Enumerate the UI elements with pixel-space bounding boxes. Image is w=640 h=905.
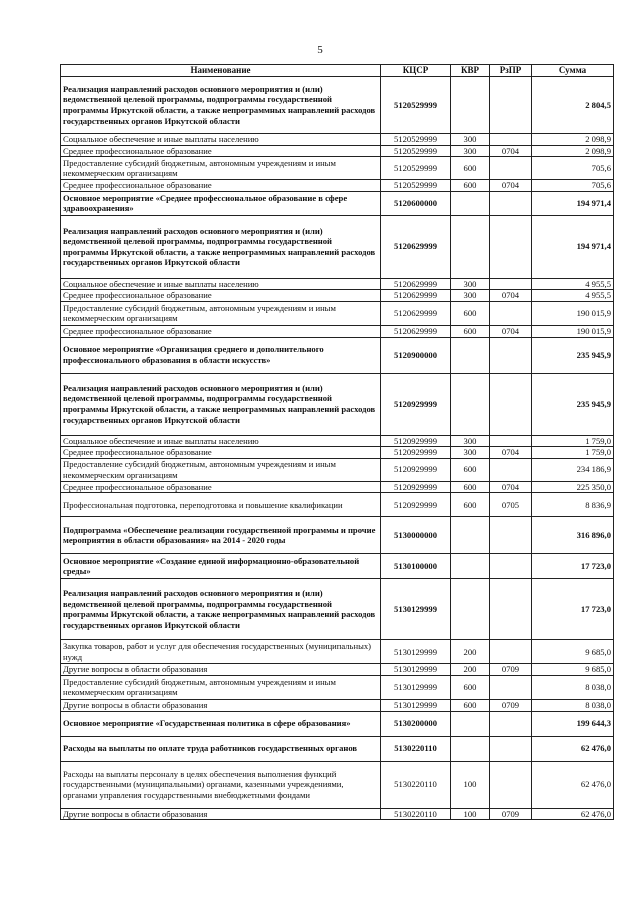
row-kvr: 600	[451, 675, 490, 699]
row-sum: 199 644,3	[532, 711, 614, 736]
row-sum: 4 955,5	[532, 278, 614, 290]
row-kvr: 600	[451, 301, 490, 325]
row-name: Социальное обеспечение и иные выплаты населению	[61, 278, 381, 290]
table-row	[61, 77, 614, 134]
row-name: Основное мероприятие «Создание единой информационно-образовательной среды»	[61, 554, 381, 579]
table-row	[61, 337, 614, 373]
row-name: Основное мероприятие «Среднее профессиональное образование в сфере здравоохранения»	[61, 191, 381, 215]
table-row	[61, 808, 614, 820]
row-rzpr: 0704	[490, 481, 532, 493]
row-kvr	[451, 736, 490, 761]
row-sum: 234 186,9	[532, 458, 614, 481]
row-sum: 62 476,0	[532, 736, 614, 761]
header-rzpr: РзПР	[490, 65, 532, 77]
table-row	[61, 736, 614, 761]
table-row	[61, 290, 614, 302]
row-kvr	[451, 711, 490, 736]
row-kvr: 200	[451, 640, 490, 664]
row-name: Расходы на выплаты по оплате труда работников государственных органов	[61, 736, 381, 761]
table-row	[61, 134, 614, 146]
row-code: 5120929999	[381, 493, 451, 517]
row-code: 5120929999	[381, 447, 451, 459]
header-name: Наименование	[61, 65, 381, 77]
row-name: Профессиональная подготовка, переподготовка и повышение квалификации	[61, 493, 381, 517]
row-rzpr	[490, 215, 532, 278]
row-kvr: 100	[451, 761, 490, 808]
row-rzpr: 0709	[490, 699, 532, 711]
row-kvr: 600	[451, 157, 490, 180]
row-code: 5130000000	[381, 517, 451, 554]
row-kvr: 600	[451, 325, 490, 337]
row-code: 5120900000	[381, 337, 451, 373]
row-name: Другие вопросы в области образования	[61, 699, 381, 711]
table-row	[61, 517, 614, 554]
table-row	[61, 481, 614, 493]
row-name: Другие вопросы в области образования	[61, 664, 381, 676]
row-rzpr	[490, 134, 532, 146]
row-name: Подпрограмма «Обеспечение реализации государственной программы и прочие мероприятия в области образования» на 2014 - 2020 годы	[61, 517, 381, 554]
table-row	[61, 554, 614, 579]
row-rzpr	[490, 579, 532, 640]
row-rzpr	[490, 640, 532, 664]
row-rzpr	[490, 554, 532, 579]
row-sum: 62 476,0	[532, 761, 614, 808]
row-kvr: 600	[451, 493, 490, 517]
row-name: Другие вопросы в области образования	[61, 808, 381, 820]
row-kvr: 600	[451, 481, 490, 493]
row-rzpr	[490, 517, 532, 554]
row-sum: 235 945,9	[532, 373, 614, 435]
row-kvr: 300	[451, 134, 490, 146]
row-name: Предоставление субсидий бюджетным, автономным учреждениям и иным некоммерческим организациям	[61, 157, 381, 180]
row-rzpr: 0704	[490, 290, 532, 302]
table-row	[61, 458, 614, 481]
row-sum: 1 759,0	[532, 447, 614, 459]
row-rzpr: 0704	[490, 145, 532, 157]
row-name: Предоставление субсидий бюджетным, автономным учреждениям и иным некоммерческим организациям	[61, 458, 381, 481]
row-code: 5130129999	[381, 579, 451, 640]
row-sum: 225 350,0	[532, 481, 614, 493]
row-code: 5120929999	[381, 373, 451, 435]
row-code: 5120929999	[381, 458, 451, 481]
row-kvr: 300	[451, 278, 490, 290]
row-rzpr: 0704	[490, 447, 532, 459]
row-code: 5120529999	[381, 180, 451, 192]
row-code: 5120529999	[381, 77, 451, 134]
row-sum: 2 804,5	[532, 77, 614, 134]
row-name: Среднее профессиональное образование	[61, 145, 381, 157]
table-row	[61, 447, 614, 459]
row-kvr: 600	[451, 458, 490, 481]
row-rzpr	[490, 278, 532, 290]
row-rzpr: 0709	[490, 808, 532, 820]
row-code: 5130220110	[381, 761, 451, 808]
row-sum: 190 015,9	[532, 325, 614, 337]
row-code: 5130200000	[381, 711, 451, 736]
table-row	[61, 145, 614, 157]
row-sum: 194 971,4	[532, 215, 614, 278]
row-kvr: 300	[451, 290, 490, 302]
row-rzpr: 0704	[490, 180, 532, 192]
row-sum: 1 759,0	[532, 435, 614, 447]
row-sum: 9 685,0	[532, 640, 614, 664]
row-sum: 17 723,0	[532, 554, 614, 579]
row-sum: 4 955,5	[532, 290, 614, 302]
table-row	[61, 325, 614, 337]
row-name: Реализация направлений расходов основного мероприятия и (или) ведомственной целевой программы, подпрограммы государственной программы Иркутской области, а также непрограммных направлений расходов государственных органов Иркутской области	[61, 579, 381, 640]
row-rzpr	[490, 337, 532, 373]
row-code: 5130129999	[381, 664, 451, 676]
row-code: 5130129999	[381, 640, 451, 664]
row-sum: 17 723,0	[532, 579, 614, 640]
row-name: Среднее профессиональное образование	[61, 447, 381, 459]
row-kvr	[451, 579, 490, 640]
row-name: Среднее профессиональное образование	[61, 290, 381, 302]
row-name: Среднее профессиональное образование	[61, 180, 381, 192]
row-name: Реализация направлений расходов основного мероприятия и (или) ведомственной целевой программы, подпрограммы государственной программы Иркутской области, а также непрограммных направлений расходов государственных органов Иркутской области	[61, 77, 381, 134]
table-row	[61, 711, 614, 736]
row-code: 5120629999	[381, 325, 451, 337]
row-rzpr: 0705	[490, 493, 532, 517]
table-row	[61, 157, 614, 180]
row-name: Основное мероприятие «Организация среднего и дополнительного профессионального образования в области искусств»	[61, 337, 381, 373]
table-row	[61, 640, 614, 664]
row-name: Реализация направлений расходов основного мероприятия и (или) ведомственной целевой программы, подпрограммы государственной программы Иркутской области, а также непрограммных направлений расходов государственных органов Иркутской области	[61, 373, 381, 435]
table-row	[61, 191, 614, 215]
row-code: 5120629999	[381, 301, 451, 325]
row-sum: 2 098,9	[532, 145, 614, 157]
row-code: 5130100000	[381, 554, 451, 579]
row-code: 5120629999	[381, 215, 451, 278]
row-sum: 8 836,9	[532, 493, 614, 517]
table-row	[61, 664, 614, 676]
table-row	[61, 699, 614, 711]
row-code: 5120629999	[381, 278, 451, 290]
row-kvr	[451, 77, 490, 134]
row-rzpr	[490, 435, 532, 447]
row-sum: 2 098,9	[532, 134, 614, 146]
table-row	[61, 579, 614, 640]
row-code: 5120929999	[381, 435, 451, 447]
table-row	[61, 180, 614, 192]
row-name: Предоставление субсидий бюджетным, автономным учреждениям и иным некоммерческим организациям	[61, 301, 381, 325]
row-code: 5120600000	[381, 191, 451, 215]
row-rzpr	[490, 761, 532, 808]
table-row	[61, 215, 614, 278]
row-code: 5120929999	[381, 481, 451, 493]
row-code: 5130129999	[381, 699, 451, 711]
row-name: Среднее профессиональное образование	[61, 325, 381, 337]
row-sum: 62 476,0	[532, 808, 614, 820]
row-name: Закупка товаров, работ и услуг для обеспечения государственных (муниципальных) нужд	[61, 640, 381, 664]
row-name: Предоставление субсидий бюджетным, автономным учреждениям и иным некоммерческим организациям	[61, 675, 381, 699]
row-kvr: 100	[451, 808, 490, 820]
row-code: 5130129999	[381, 675, 451, 699]
row-sum: 705,6	[532, 180, 614, 192]
row-kvr	[451, 373, 490, 435]
row-rzpr: 0704	[490, 325, 532, 337]
row-rzpr	[490, 301, 532, 325]
row-rzpr	[490, 373, 532, 435]
row-sum: 705,6	[532, 157, 614, 180]
row-sum: 190 015,9	[532, 301, 614, 325]
row-name: Реализация направлений расходов основного мероприятия и (или) ведомственной целевой программы, подпрограммы государственной программы Иркутской области, а также непрограммных направлений расходов государственных органов Иркутской области	[61, 215, 381, 278]
table-row	[61, 675, 614, 699]
row-kvr: 300	[451, 447, 490, 459]
row-rzpr	[490, 711, 532, 736]
row-kvr	[451, 517, 490, 554]
row-rzpr: 0709	[490, 664, 532, 676]
row-sum: 194 971,4	[532, 191, 614, 215]
row-code: 5130220110	[381, 808, 451, 820]
row-code: 5120529999	[381, 134, 451, 146]
row-kvr: 300	[451, 435, 490, 447]
row-sum: 235 945,9	[532, 337, 614, 373]
row-sum: 9 685,0	[532, 664, 614, 676]
table-row	[61, 435, 614, 447]
header-sum: Сумма	[532, 65, 614, 77]
row-kvr: 600	[451, 180, 490, 192]
table-row	[61, 761, 614, 808]
row-name: Социальное обеспечение и иные выплаты населению	[61, 134, 381, 146]
row-rzpr	[490, 736, 532, 761]
row-sum: 316 896,0	[532, 517, 614, 554]
row-code: 5130220110	[381, 736, 451, 761]
row-rzpr	[490, 157, 532, 180]
row-kvr: 300	[451, 145, 490, 157]
row-sum: 8 038,0	[532, 675, 614, 699]
table-header-row	[61, 65, 614, 77]
row-kvr	[451, 337, 490, 373]
table-row	[61, 278, 614, 290]
header-code: КЦСР	[381, 65, 451, 77]
row-kvr	[451, 554, 490, 579]
header-kvr: КВР	[451, 65, 490, 77]
row-kvr: 600	[451, 699, 490, 711]
row-name: Социальное обеспечение и иные выплаты населению	[61, 435, 381, 447]
budget-table	[60, 64, 614, 820]
row-sum: 8 038,0	[532, 699, 614, 711]
table-row	[61, 373, 614, 435]
row-code: 5120529999	[381, 157, 451, 180]
row-code: 5120629999	[381, 290, 451, 302]
table-body	[61, 77, 614, 820]
row-name: Основное мероприятие «Государственная политика в сфере образования»	[61, 711, 381, 736]
table-row	[61, 301, 614, 325]
row-code: 5120529999	[381, 145, 451, 157]
row-kvr	[451, 191, 490, 215]
row-name: Расходы на выплаты персоналу в целях обеспечения выполнения функций государственными (муниципальными) органами, казенными учреждениями, органами управления государственными внебюджетными фондами	[61, 761, 381, 808]
row-rzpr	[490, 77, 532, 134]
table-row	[61, 493, 614, 517]
page-number: 5	[317, 44, 323, 56]
row-rzpr	[490, 458, 532, 481]
row-kvr: 200	[451, 664, 490, 676]
row-kvr	[451, 215, 490, 278]
row-rzpr	[490, 191, 532, 215]
row-rzpr	[490, 675, 532, 699]
row-name: Среднее профессиональное образование	[61, 481, 381, 493]
